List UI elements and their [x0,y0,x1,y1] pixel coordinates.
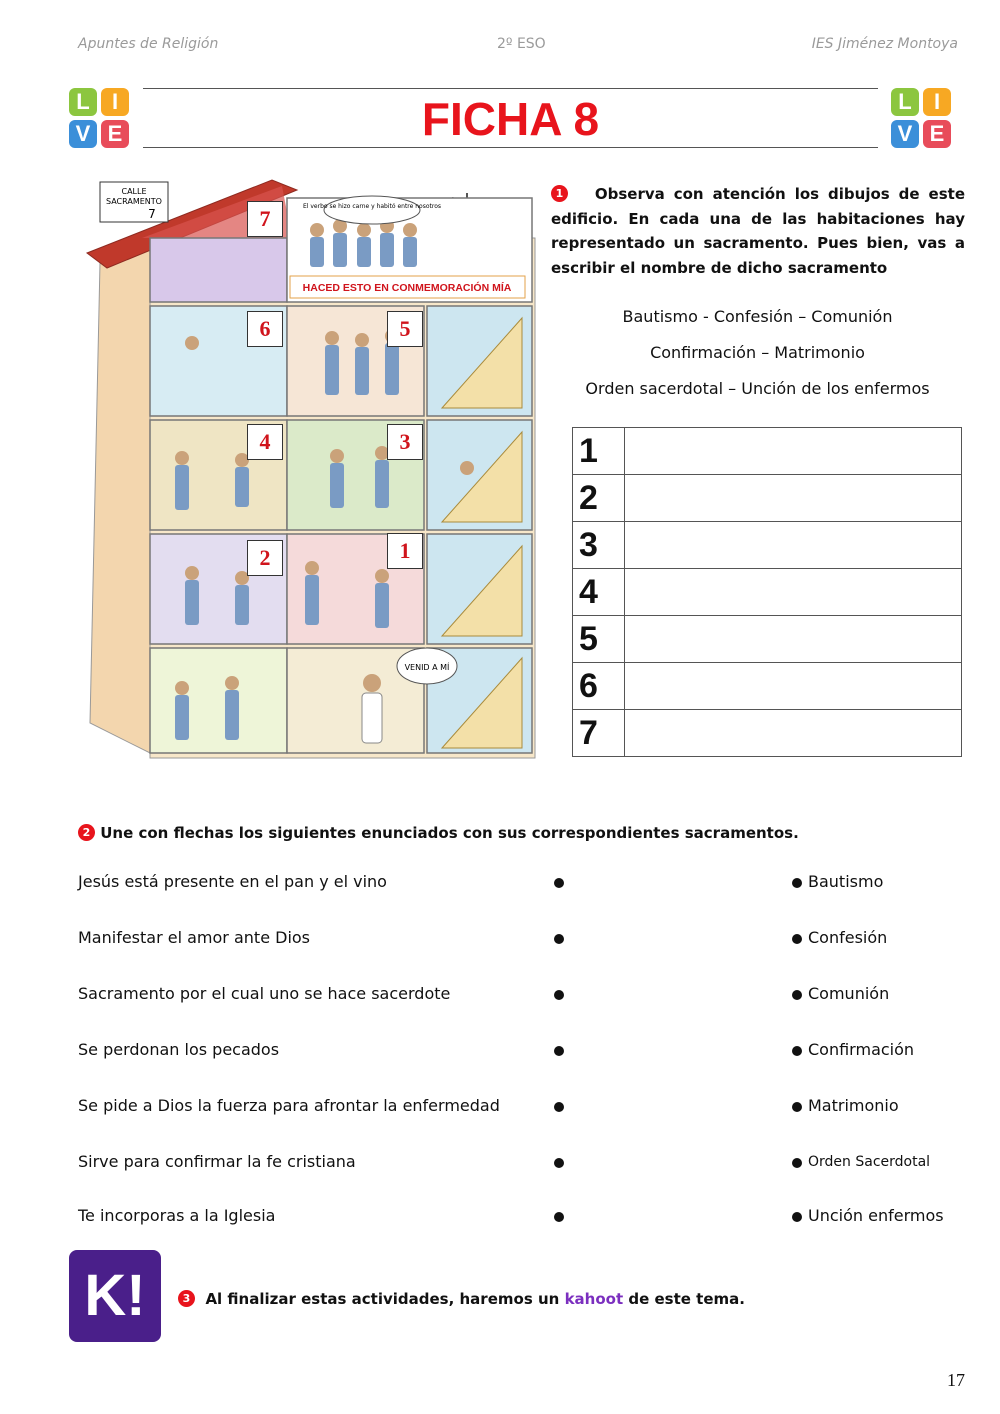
sacrament-label: Confirmación [808,1040,915,1059]
row-number: 6 [573,663,625,710]
title-rule-top [143,88,878,89]
page-title: FICHA 8 [421,93,600,145]
match-row [78,1096,958,1120]
answer-cell-5[interactable] [625,616,962,663]
live-logo-right: L I V E [891,88,953,150]
statement: Sirve para confirmar la fe cristiana [78,1152,356,1171]
answer-cell-3[interactable] [625,522,962,569]
live-logo-left: L I V E [69,88,131,150]
answer-cell-1[interactable] [625,428,962,475]
exercise1-number: 1 [551,185,568,202]
row-number: 4 [573,569,625,616]
answer-cell-2[interactable] [625,475,962,522]
header-school: IES Jiménez Montoya [811,36,958,52]
header-subject: Apuntes de Religión [78,36,219,52]
street-sign-number: 7 [148,207,156,221]
match-row [78,1152,958,1176]
table-row [573,663,962,710]
header-grade: 2º ESO [497,36,546,52]
exercise2-text: Une con flechas los siguientes enunciados con sus correspondientes sacramentos. [100,824,799,842]
answer-cell-7[interactable] [625,710,962,757]
sacrament-dot[interactable] [792,1046,802,1056]
statement-dot[interactable] [554,1046,564,1056]
exercise1-instructions [551,182,965,280]
sacrament-label: Matrimonio [808,1096,899,1115]
sacrament-label: Bautismo [808,872,884,891]
match-row [78,1206,958,1230]
sacrament-dot[interactable] [792,1102,802,1112]
match-row [78,1040,958,1064]
row-number: 5 [573,616,625,663]
sacrament-options-line-1: Bautismo - Confesión – Comunión [622,307,893,326]
table-row [573,616,962,663]
table-row [573,475,962,522]
answer-cell-4[interactable] [625,569,962,616]
exercise2-instructions [78,824,799,842]
building-drawing [82,168,537,780]
kahoot-link[interactable]: kahoot [564,1290,624,1308]
statement: Se pide a Dios la fuerza para afrontar la enfermedad [78,1096,500,1115]
sacrament-label: Orden Sacerdotal [808,1154,931,1170]
room-number-5: 5 [387,311,423,347]
sacrament-options-line-3: Orden sacerdotal – Unción de los enfermos [585,379,930,398]
row-number: 7 [573,710,625,757]
street-sign-line1: CALLE [121,187,147,196]
room-number-4: 4 [247,424,283,460]
statement: Te incorporas a la Iglesia [78,1206,276,1225]
sacrament-label: Unción enfermos [808,1206,944,1225]
kahoot-logo-icon: K! [69,1250,161,1342]
room-number-7: 7 [247,201,283,237]
exercise2-number: 2 [78,824,95,841]
sacrament-label: Confesión [808,928,888,947]
statement-dot[interactable] [554,934,564,944]
sacrament-dot[interactable] [792,1212,802,1222]
speech-bottom: VENID A MÍ [404,663,450,672]
row-number: 3 [573,522,625,569]
exercise1-text: Observa con atención los dibujos de este edificio. En cada una de las habitaciones hay representado un sacramento. Pues bien, vas a escribir el nombre de dicho sacramento [551,185,965,277]
banner-text: HACED ESTO EN CONMEMORACIÓN MÍA [302,282,512,294]
exercise3-instructions [178,1290,745,1308]
answer-cell-6[interactable] [625,663,962,710]
room-number-3: 3 [387,424,423,460]
exercise3-number: 3 [178,1290,195,1307]
statement-dot[interactable] [554,1212,564,1222]
table-row [573,710,962,757]
statement: Manifestar el amor ante Dios [78,928,311,947]
sacrament-options-line-2: Confirmación – Matrimonio [650,343,865,362]
sacrament-dot[interactable] [792,878,802,888]
statement-dot[interactable] [554,1158,564,1168]
table-row [573,569,962,616]
statement-dot[interactable] [554,1102,564,1112]
exercise3-text-after: de este tema. [628,1290,745,1308]
row-number: 1 [573,428,625,475]
sacrament-label: Comunión [808,984,890,1003]
room-number-2: 2 [247,540,283,576]
room-number-6: 6 [247,311,283,347]
page-number: 17 [947,1370,965,1390]
statement: Jesús está presente en el pan y el vino [78,872,387,891]
sacrament-dot[interactable] [792,934,802,944]
sacrament-building-illustration [82,168,537,780]
statement: Sacramento por el cual uno se hace sacerdote [78,984,451,1003]
statement: Se perdonan los pecados [78,1040,280,1059]
table-row [573,522,962,569]
statement-dot[interactable] [554,990,564,1000]
sacrament-dot[interactable] [792,1158,802,1168]
title-rule-bottom [143,147,878,148]
row-number: 2 [573,475,625,522]
street-sign-line2: SACRAMENTO [106,197,162,206]
match-row [78,928,958,952]
exercise3-text-before: Al finalizar estas actividades, haremos un [205,1290,560,1308]
match-row [78,984,958,1008]
match-row [78,872,958,896]
statement-dot[interactable] [554,878,564,888]
room-number-1: 1 [387,533,423,569]
table-row [573,428,962,475]
speech-top: El verbo se hizo carne y habitó entre nosotros [303,203,441,210]
sacrament-dot[interactable] [792,990,802,1000]
answer-table [572,427,962,757]
